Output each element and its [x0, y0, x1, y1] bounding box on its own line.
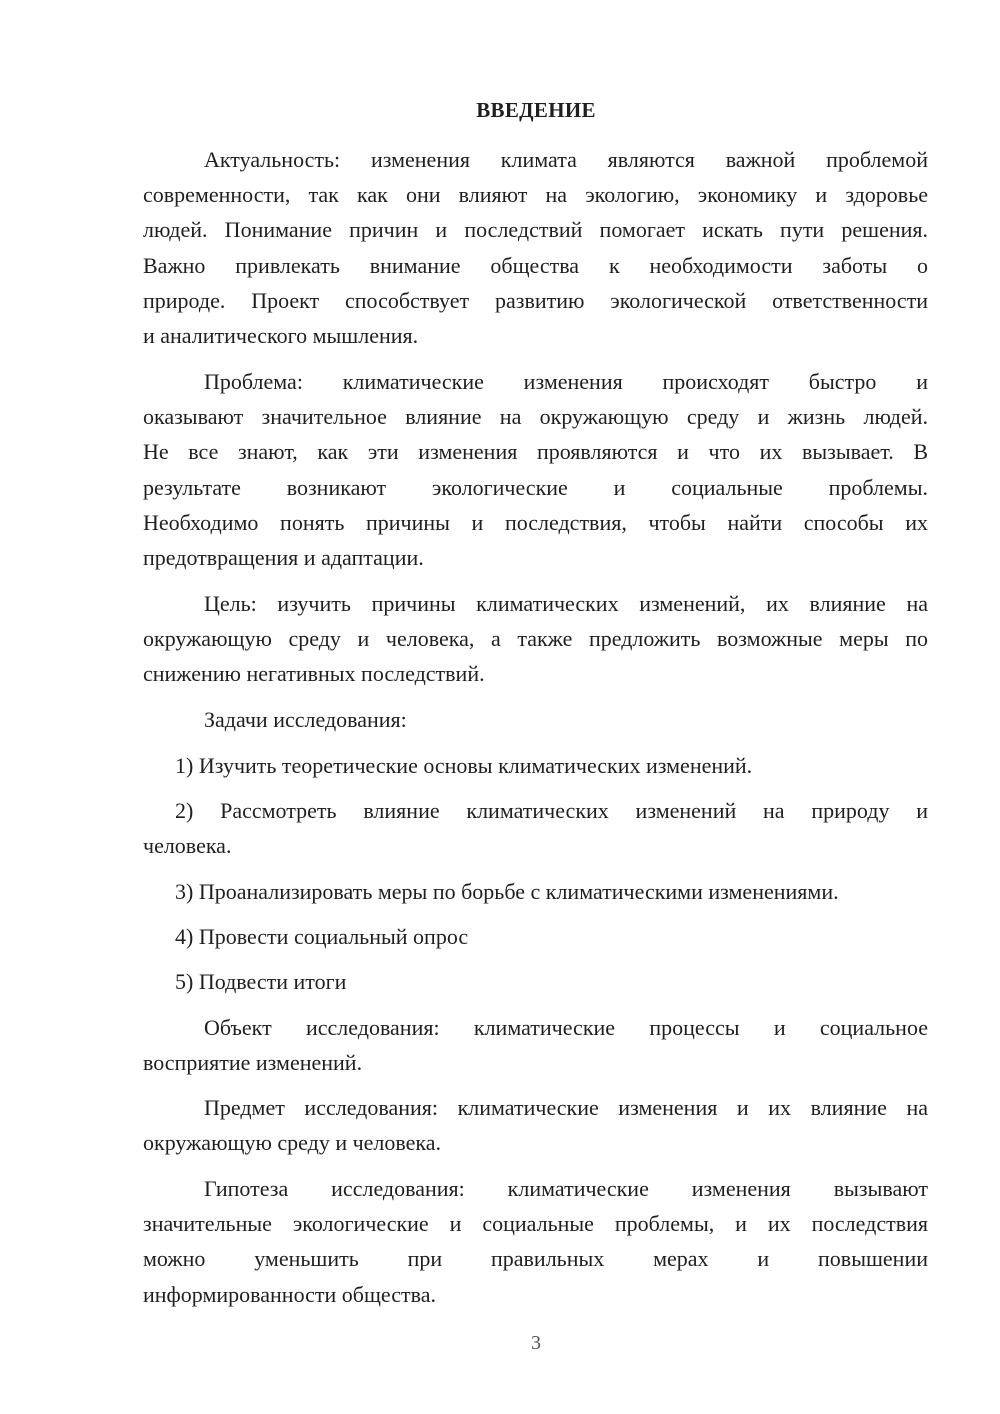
paragraph-line: природе. Проект способствует развитию экологической ответственности: [143, 287, 928, 313]
task-item-5: 5) Подвести итоги: [175, 969, 347, 994]
paragraph-line: информированности общества.: [143, 1281, 436, 1307]
page-number: 3: [531, 1332, 541, 1354]
paragraph-line: Предмет исследования: климатические изменения и их влияние на: [204, 1095, 928, 1120]
paragraph-line: Объект исследования: климатические процессы и социальное: [204, 1015, 928, 1040]
paragraph-line: можно уменьшить при правильных мерах и повышении: [143, 1246, 928, 1272]
paragraph-line: Цель: изучить причины климатических изменений, их влияние на: [204, 591, 928, 616]
object-paragraph: [143, 1010, 928, 1080]
paragraph-line: значительные экологические и социальные проблемы, и их последствия: [143, 1211, 928, 1237]
hypothesis-paragraph: [143, 1171, 928, 1312]
tasks-title: Задачи исследования:: [204, 707, 407, 732]
paragraph-line: и аналитического мышления.: [143, 323, 419, 349]
paragraph-line: окружающую среду и человека.: [143, 1130, 442, 1156]
task-item-4: 4) Провести социальный опрос: [175, 924, 469, 949]
paragraph-line: Актуальность: изменения климата являются важной проблемой: [204, 147, 928, 172]
goal-paragraph: [143, 586, 928, 692]
section-heading: ВВЕДЕНИЕ: [476, 98, 596, 122]
paragraph-line: современности, так как они влияют на экологию, экономику и здоровье: [143, 182, 928, 208]
relevance-paragraph: [143, 142, 928, 353]
paragraph-line: Гипотеза исследования: климатические изменения вызывают: [204, 1176, 928, 1201]
task-item-3: 3) Проанализировать меры по борьбе с климатическими изменениями.: [175, 879, 839, 904]
paragraph-line: Важно привлекать внимание общества к необходимости заботы о: [143, 252, 928, 278]
paragraph-line: предотвращения и адаптации.: [143, 545, 424, 571]
paragraph-line: людей. Понимание причин и последствий помогает искать пути решения.: [143, 217, 928, 243]
paragraph-line: окружающую среду и человека, а также предложить возможные меры по: [143, 626, 928, 652]
paragraph-line: 2) Рассмотреть влияние климатических изменений на природу и: [175, 798, 928, 823]
paragraph-line: восприятие изменений.: [143, 1050, 363, 1076]
problem-paragraph: [143, 364, 928, 575]
task-item-1: 1) Изучить теоретические основы климатических изменений.: [175, 753, 753, 778]
paragraph-line: Необходимо понять причины и последствия, чтобы найти способы их: [143, 509, 928, 535]
paragraph-line: Не все знают, как эти изменения проявляются и что их вызывает. В: [143, 439, 928, 465]
subject-paragraph: [143, 1090, 928, 1160]
paragraph-line: Проблема: климатические изменения происходят быстро и: [204, 369, 928, 394]
paragraph-line: снижению негативных последствий.: [143, 661, 485, 687]
paragraph-line: результате возникают экологические и социальные проблемы.: [143, 474, 928, 500]
paragraph-line: оказывают значительное влияние на окружающую среду и жизнь людей.: [143, 404, 928, 430]
task-item-2: [143, 793, 928, 863]
paragraph-line: человека.: [143, 833, 232, 859]
